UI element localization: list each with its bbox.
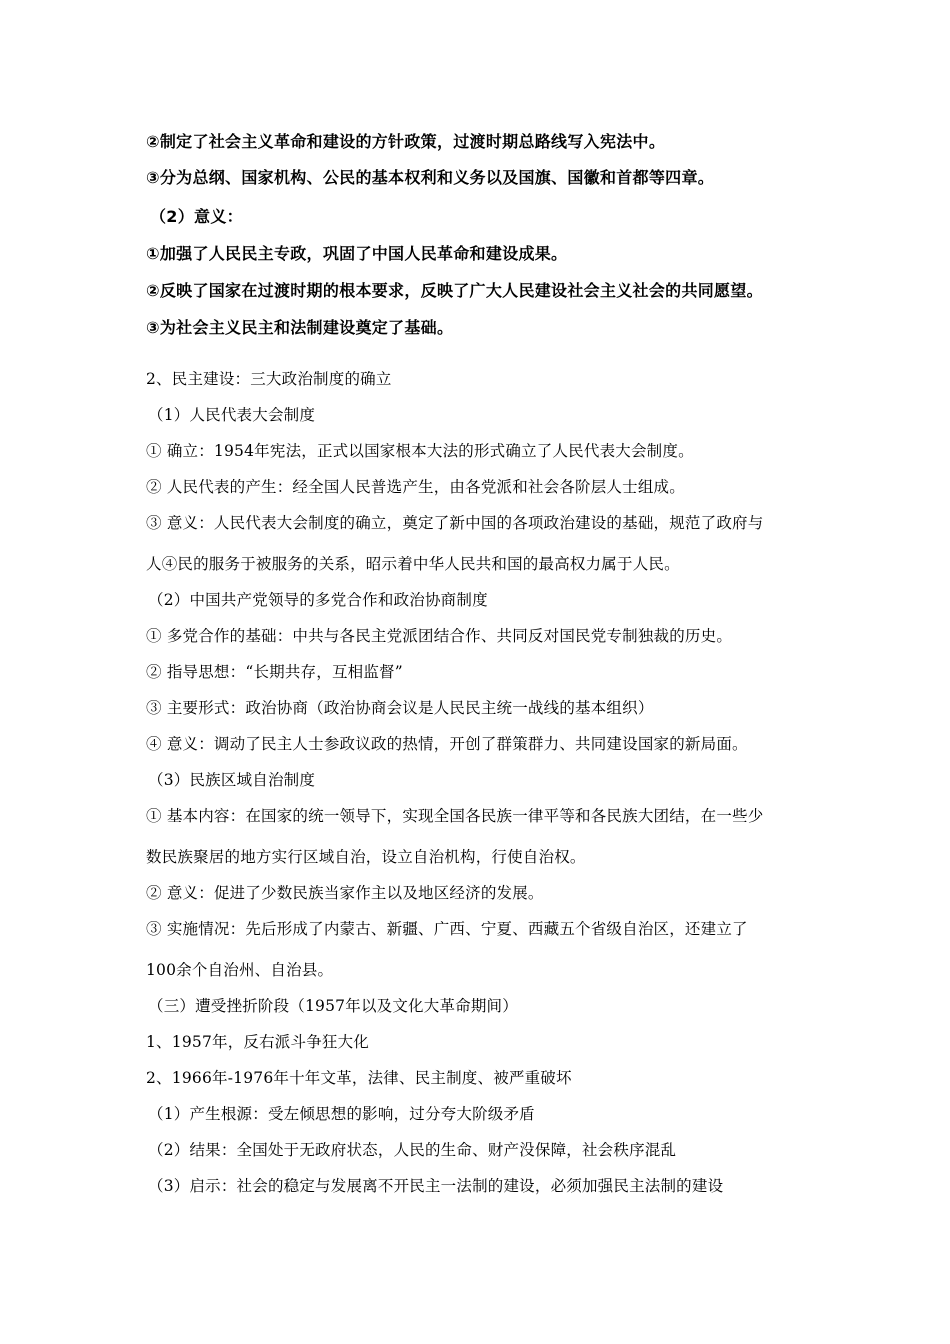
text-line: 人④民的服务于被服务的关系，昭示着中华人民共和国的最高权力属于人民。 <box>146 555 680 573</box>
text-line: ② 指导思想：“长期共存，互相监督” <box>146 663 403 681</box>
text-line: ②制定了社会主义革命和建设的方针政策，过渡时期总路线写入宪法中。 <box>146 132 666 151</box>
text-line: （2）结果：全国处于无政府状态，人民的生命、财产没保障，社会秩序混乱 <box>148 1141 677 1159</box>
section-heading: （三）遭受挫折阶段（1957年以及文化大革命期间） <box>148 997 518 1015</box>
text-line: （2）意义： <box>150 207 243 226</box>
text-line: ③ 意义：人民代表大会制度的确立，奠定了新中国的各项政治建设的基础，规范了政府与 <box>146 514 764 532</box>
text-line: ④ 意义：调动了民主人士参政议政的热情，开创了群策群力、共同建设国家的新局面。 <box>146 735 748 753</box>
text-line: （1）产生根源：受左倾思想的影响，过分夸大阶级矛盾 <box>148 1105 535 1123</box>
text-line: ③ 主要形式：政治协商（政治协商会议是人民民主统一战线的基本组织） <box>146 699 654 717</box>
text-line: ② 人民代表的产生：经全国人民普选产生，由各党派和社会各阶层人士组成。 <box>146 478 685 496</box>
text-line: 数民族聚居的地方实行区域自治，设立自治机构，行使自治权。 <box>146 848 586 866</box>
section-heading: 2、民主建设：三大政治制度的确立 <box>146 370 392 388</box>
text-line: ① 基本内容：在国家的统一领导下，实现全国各民族一律平等和各民族大团结，在一些少 <box>146 807 764 825</box>
text-line: ②反映了国家在过渡时期的根本要求，反映了广大人民建设社会主义社会的共同愿望。 <box>146 281 763 300</box>
text-line: ③ 实施情况：先后形成了内蒙古、新疆、广西、宁夏、西藏五个省级自治区，还建立了 <box>146 920 748 938</box>
text-line: 2、1966年-1976年十年文革，法律、民主制度、被严重破坏 <box>146 1069 572 1087</box>
subsection-heading: （3）民族区域自治制度 <box>148 771 316 789</box>
text-line: ② 意义：促进了少数民族当家作主以及地区经济的发展。 <box>146 884 544 902</box>
text-line: （3）启示：社会的稳定与发展离不开民主一法制的建设，必须加强民主法制的建设 <box>148 1177 724 1195</box>
text-line: ③为社会主义民主和法制建设奠定了基础。 <box>146 318 454 337</box>
text-line: ③分为总纲、国家机构、公民的基本权利和义务以及国旗、国徽和首都等四章。 <box>146 168 715 187</box>
subsection-heading: （1）人民代表大会制度 <box>148 406 316 424</box>
subsection-heading: （2）中国共产党领导的多党合作和政治协商制度 <box>148 591 488 609</box>
text-line: ① 多党合作的基础：中共与各民主党派团结合作、共同反对国民党专制独裁的历史。 <box>146 627 733 645</box>
text-line: 1、1957年，反右派斗争狂大化 <box>146 1033 370 1051</box>
text-line: ①加强了人民民主专政，巩固了中国人民革命和建设成果。 <box>146 244 568 263</box>
text-line: 100余个自治州、自治县。 <box>146 961 334 979</box>
text-line: ① 确立：1954年宪法，正式以国家根本大法的形式确立了人民代表大会制度。 <box>146 442 694 460</box>
